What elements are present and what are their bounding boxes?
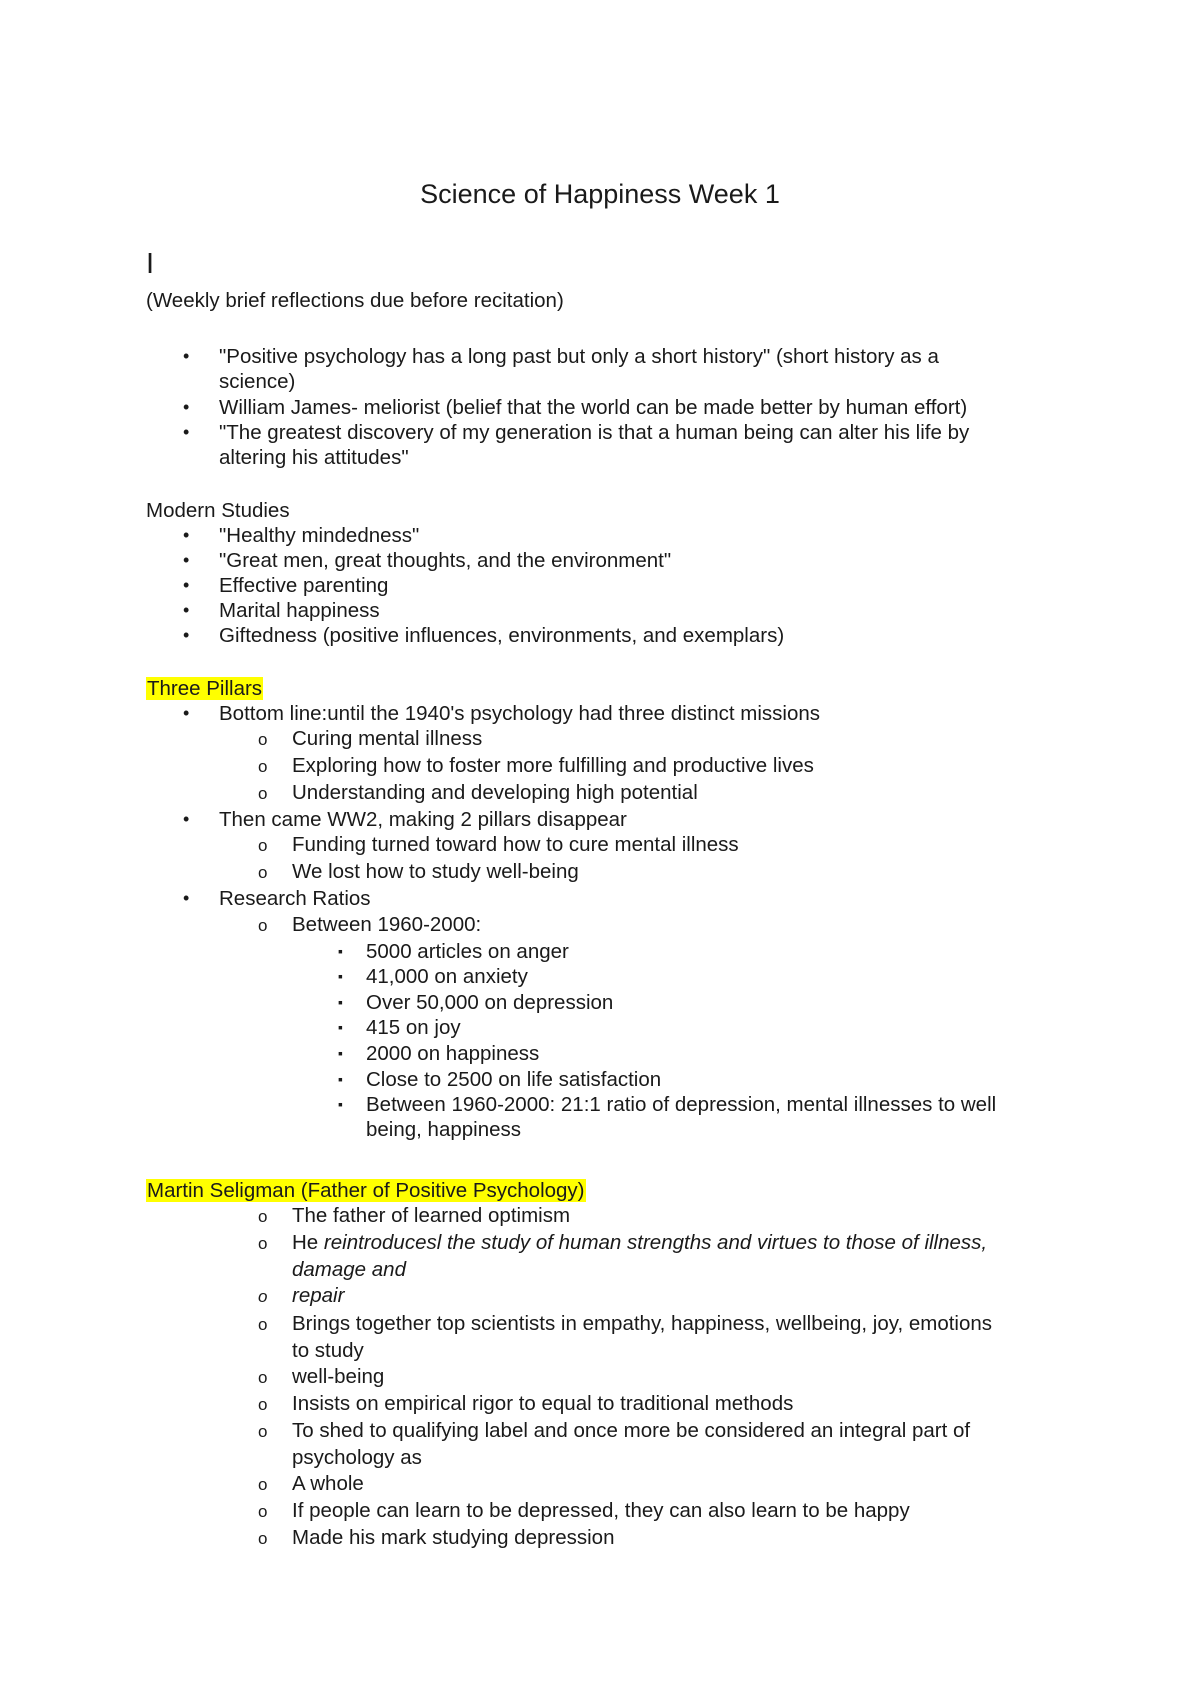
square-bullet-icon: ▪ bbox=[338, 994, 343, 1010]
bullet-icon: • bbox=[183, 703, 190, 723]
bullet-icon: • bbox=[183, 397, 190, 417]
circle-bullet-icon: o bbox=[258, 757, 268, 776]
list-item: Close to 2500 on life satisfaction bbox=[366, 1068, 662, 1091]
circle-bullet-icon: o bbox=[258, 1529, 268, 1548]
circle-bullet-icon: o bbox=[258, 1315, 268, 1334]
list-item: Bottom line:until the 1940's psychology had three distinct missions bbox=[219, 702, 821, 725]
list-item: Insists on empirical rigor to equal to traditional methods bbox=[292, 1392, 794, 1415]
list-item bbox=[292, 1230, 987, 1255]
square-bullet-icon: ▪ bbox=[338, 1045, 343, 1061]
circle-bullet-icon: o bbox=[258, 1395, 268, 1414]
list-item: 2000 on happiness bbox=[366, 1042, 540, 1065]
text-run: He bbox=[292, 1231, 324, 1254]
list-item: Research Ratios bbox=[219, 887, 371, 910]
page-title: Science of Happiness Week 1 bbox=[420, 179, 780, 209]
bullet-icon: • bbox=[183, 550, 190, 570]
list-item: Funding turned toward how to cure mental illness bbox=[292, 833, 739, 856]
list-item: "Healthy mindedness" bbox=[219, 524, 420, 547]
square-bullet-icon: ▪ bbox=[338, 1096, 343, 1112]
circle-bullet-icon: o bbox=[258, 916, 268, 935]
circle-bullet-icon: o bbox=[258, 1475, 268, 1494]
circle-bullet-icon: o bbox=[258, 1422, 268, 1441]
square-bullet-icon: ▪ bbox=[338, 968, 343, 984]
list-item: Made his mark studying depression bbox=[292, 1526, 615, 1549]
list-item: William James- meliorist (belief that the world can be made better by human effort) bbox=[219, 396, 968, 419]
list-item-continuation: damage and bbox=[292, 1258, 406, 1281]
list-item-continuation: psychology as bbox=[292, 1446, 422, 1469]
section-numeral: I bbox=[146, 248, 155, 280]
square-bullet-icon: ▪ bbox=[338, 943, 343, 959]
list-item: To shed to qualifying label and once more be considered an integral part of bbox=[292, 1419, 971, 1442]
bullet-icon: • bbox=[183, 888, 190, 908]
circle-bullet-icon: o bbox=[258, 1502, 268, 1521]
list-item: Understanding and developing high potential bbox=[292, 781, 698, 804]
bullet-icon: • bbox=[183, 809, 190, 829]
list-item: Between 1960-2000: 21:1 ratio of depression, mental illnesses to well bbox=[366, 1093, 997, 1116]
list-item: Exploring how to foster more fulfilling and productive lives bbox=[292, 754, 814, 777]
list-item: "Great men, great thoughts, and the environment" bbox=[219, 549, 672, 572]
list-item: 415 on joy bbox=[366, 1016, 461, 1039]
list-item: The father of learned optimism bbox=[292, 1204, 571, 1227]
list-item: "The greatest discovery of my generation is that a human being can alter his life by bbox=[219, 421, 970, 444]
bullet-icon: • bbox=[183, 422, 190, 442]
list-item: Then came WW2, making 2 pillars disappear bbox=[219, 808, 627, 831]
highlighted-heading: Martin Seligman (Father of Positive Psychology) bbox=[147, 1179, 585, 1202]
list-item: well-being bbox=[292, 1365, 385, 1388]
bullet-icon: • bbox=[183, 625, 190, 645]
list-item-continuation: to study bbox=[292, 1339, 364, 1362]
circle-bullet-icon: o bbox=[258, 1368, 268, 1387]
circle-bullet-icon: o bbox=[258, 784, 268, 803]
list-item: Giftedness (positive influences, environments, and exemplars) bbox=[219, 624, 785, 647]
list-item: Over 50,000 on depression bbox=[366, 991, 614, 1014]
circle-bullet-icon: o bbox=[258, 730, 268, 749]
list-item: repair bbox=[292, 1284, 345, 1307]
bullet-icon: • bbox=[183, 575, 190, 595]
list-item: 5000 articles on anger bbox=[366, 940, 569, 963]
list-item: Effective parenting bbox=[219, 574, 389, 597]
list-item: Between 1960-2000: bbox=[292, 913, 482, 936]
circle-bullet-icon: o bbox=[258, 1287, 268, 1306]
circle-bullet-icon: o bbox=[258, 836, 268, 855]
list-item-continuation: being, happiness bbox=[366, 1118, 522, 1141]
bullet-icon: • bbox=[183, 600, 190, 620]
italic-text-run: reintroducesl the study of human strengths and virtues to those of illness, bbox=[323, 1231, 988, 1254]
circle-bullet-icon: o bbox=[258, 863, 268, 882]
list-item: We lost how to study well-being bbox=[292, 860, 579, 883]
section-heading-modern-studies: Modern Studies bbox=[146, 499, 290, 522]
square-bullet-icon: ▪ bbox=[338, 1019, 343, 1035]
bullet-icon: • bbox=[183, 346, 190, 366]
highlighted-heading: Three Pillars bbox=[147, 677, 263, 700]
list-item: A whole bbox=[292, 1472, 364, 1495]
section-heading-three-pillars bbox=[146, 676, 263, 701]
list-item: Marital happiness bbox=[219, 599, 380, 622]
circle-bullet-icon: o bbox=[258, 1207, 268, 1226]
circle-bullet-icon: o bbox=[258, 1234, 268, 1253]
section-heading-seligman bbox=[146, 1178, 586, 1203]
list-item: "Positive psychology has a long past but only a short history" (short history as a bbox=[219, 345, 939, 368]
list-item: Curing mental illness bbox=[292, 727, 483, 750]
bullet-icon: • bbox=[183, 525, 190, 545]
list-item: Brings together top scientists in empathy, happiness, wellbeing, joy, emotions bbox=[292, 1312, 993, 1335]
list-item-continuation: altering his attitudes" bbox=[219, 446, 409, 469]
list-item-continuation: science) bbox=[219, 370, 296, 393]
square-bullet-icon: ▪ bbox=[338, 1071, 343, 1087]
list-item: If people can learn to be depressed, they can also learn to be happy bbox=[292, 1499, 910, 1522]
list-item: 41,000 on anxiety bbox=[366, 965, 528, 988]
intro-note: (Weekly brief reflections due before recitation) bbox=[146, 289, 564, 312]
